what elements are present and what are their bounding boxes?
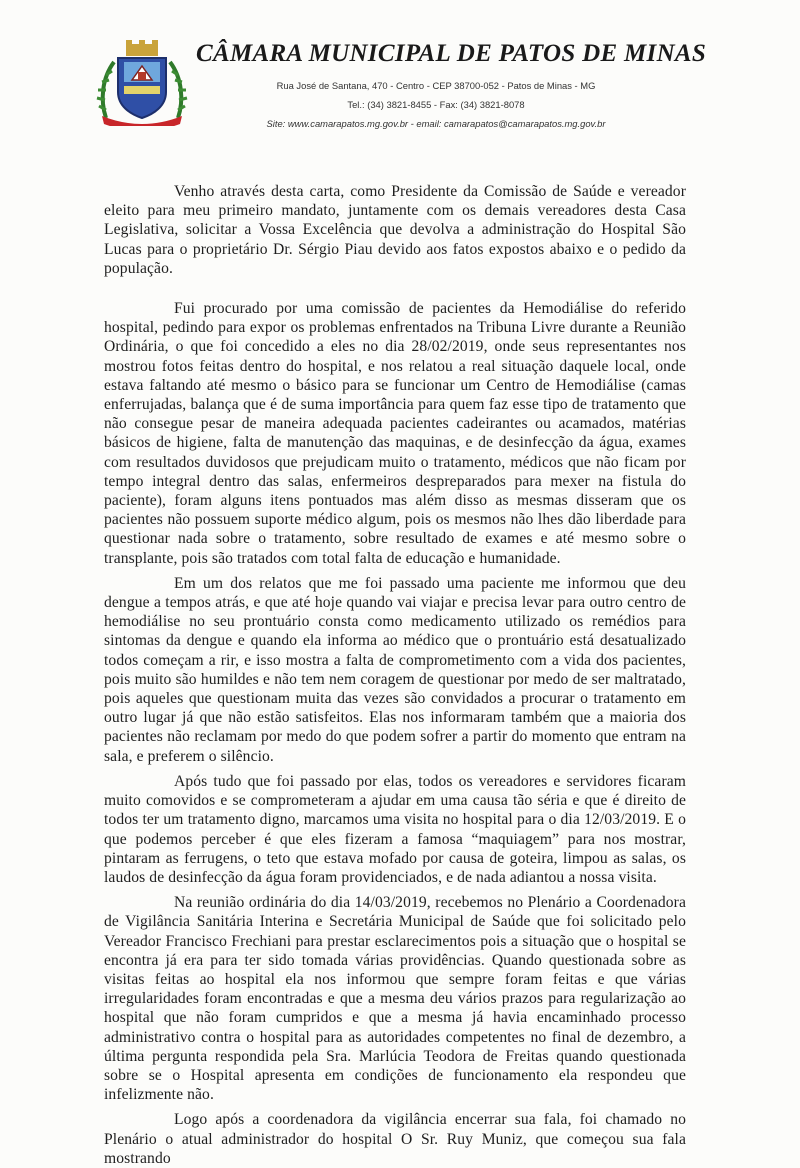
paragraph-3: Em um dos relatos que me foi passado uma paciente me informou que deu dengue a tempos atrás, e que até hoje quando vai viajar e precisa levar para outro centro de hemodiálise no seu prontuário consta como medicamento utilizado os remédios para sintomas da dengue e quando ela informa ao médico que o prontuário está desatualizado todos começam a rir, e isso mostra a falta de comprometimento com a vida dos pacientes, pois muito são humildes e não tem nem coragem de questionar por medo de ser maltratado, pois aqueles que questionam muita das vezes são convidados a procurar o tratamento em outro lugar já que não estão satisfeitos. Elas nos informaram também que a maioria dos pacientes não reclamam por medo do que podem sofrer a partir do momento que entram na sala, e preferem o silêncio. xyxy=(104,574,686,765)
letter-body xyxy=(104,182,686,1168)
paragraph-5: Na reunião ordinária do dia 14/03/2019, recebemos no Plenário a Coordenadora de Vigilância Sanitária Interina e Secretária Municipal de Saúde que foi solicitado pelo Vereador Francisco Frechiani para prestar esclarecimentos pois a situação que o hospital se encontra já era para ter sido tomada várias providências. Quando questionada sobre as visitas feitas ao hospital ela nos informou que sempre foram feitas e que várias irregularidades foram encontradas e que a mesma deu vários prazos para regularização ao hospital que não foram cumpridos e que a mesma já havia encaminhado processo administrativo contra o hospital para as autoridades competentes no final de dezembro, a última pergunta respondida pela Sra. Marlúcia Teodora de Freitas quando questionada sobre se o Hospital apresenta em condições de funcionamento ela respondeu que infelizmente não. xyxy=(104,894,686,1104)
paragraph-2: Fui procurado por uma comissão de pacientes da Hemodiálise do referido hospital, pedindo para expor os problemas enfrentados na Tribuna Livre durante a Reunião Ordinária, o que foi concedido a eles no dia 28/02/2019, onde seus representantes nos mostrou fotos feitas dentro do hospital, e nos relatou a real situação daquele local, onde estava faltando até mesmo o básico para se funcionar um Centro de Hemodiálise (camas enferrujadas, balança que é de suma importância para quem faz esse tipo de tratamento que não consegue pesar de maneira adequada pacientes cadeirantes ou acamados, matérias básicos de higiene, falta de manutenção das maquinas, e de desinfecção da água, exames com resultados duvidosos que prejudicam muito o tratamento, médicos que não ficam por tempo integral dentro das salas, enfermeiros despreparados para mexer na fistula do paciente), foram alguns itens pontuados mas além disso as mesmas disseram que os pacientes não possuem suporte médico algum, pois os mesmos não lhes dão liberdade para questionar nada sobre o tratamento, sobre resultado de exames e até mesmo sobre o transplante, pois são tratados com total falta de educação e humanidade. xyxy=(104,300,686,567)
municipal-coat-of-arms-icon xyxy=(96,40,188,126)
phone-line: Tel.: (34) 3821-8455 - Fax: (34) 3821-8078 xyxy=(347,99,525,110)
address-line: Rua José de Santana, 470 - Centro - CEP 38700-052 - Patos de Minas - MG xyxy=(276,80,596,91)
paragraph-4: Após tudo que foi passado por elas, todos os vereadores e servidores ficaram muito comovidos e se comprometeram a ajudar em uma causa tão séria e que é direito de todos ter um tratamento digno, marcamos uma visita no hospital para o dia 12/03/2019. E o que podemos perceber é que eles fizeram a famosa “maquiagem” para nos mostrar, pintaram as ferrugens, o teto que estava mofado por causa de goteira, limpou as salas, os laudos de desinfecção da água foram providenciados, e de nada adiantou a nossa visita. xyxy=(104,772,686,886)
paragraph-6: Logo após a coordenadora da vigilância encerrar sua fala, foi chamado no Plenário o atual administrador do hospital O Sr. Ruy Muniz, que começou sua fala mostrando xyxy=(104,1111,686,1167)
paragraph-1: Venho através desta carta, como Presidente da Comissão de Saúde e vereador eleito para meu primeiro mandato, juntamente com os demais vereadores desta Casa Legislativa, solicitar a Vossa Excelência que devolva a administração do Hospital São Lucas para o proprietário Dr. Sérgio Piau devido aos fatos expostos abaixo e o pedido da população. xyxy=(104,183,686,277)
letterhead-text xyxy=(196,40,707,133)
letterhead xyxy=(0,0,800,140)
website-email-line: Site: www.camarapatos.mg.gov.br - email: camarapatos@camarapatos.mg.gov.br xyxy=(266,118,606,129)
organization-name: CÂMARA MUNICIPAL DE PATOS DE MINAS xyxy=(196,40,707,67)
